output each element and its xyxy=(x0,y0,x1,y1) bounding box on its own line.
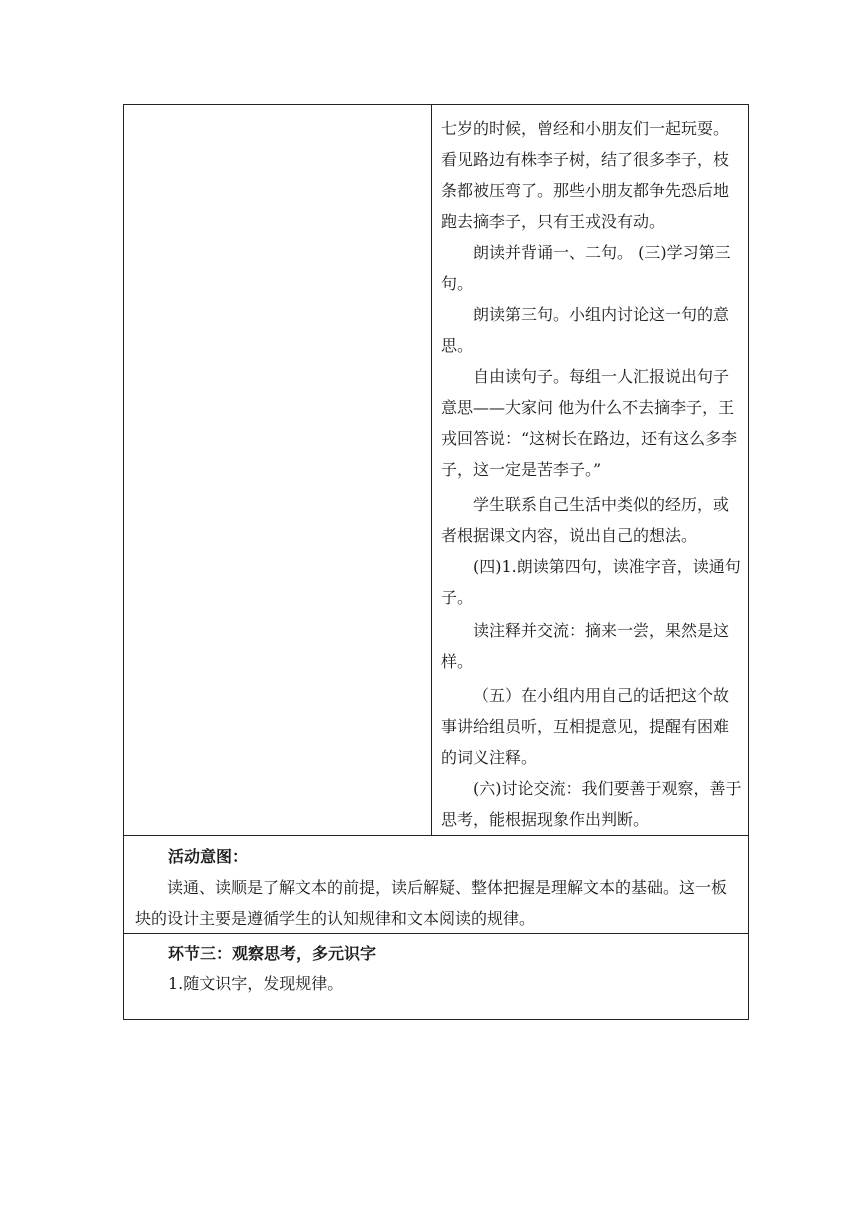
activity-intent-body: 读通、读顺是了解文本的前提，读后解疑、整体把握是理解文本的基础。这一板块的设计主要是遵循学生的认知规律和文本阅读的规律。 xyxy=(135,878,728,928)
paragraph-free-reading: 自由读句子。每组一人汇报说出句子意思——大家问 他为什么不去摘李子，王戎回答说：“这树长在路边，还有这么多李子，这一定是苦李子。” xyxy=(441,367,738,479)
paragraph-read-recite: 朗读并背诵一、二句。 (三)学习第三句。 xyxy=(441,243,731,293)
paragraph-third-sentence: 朗读第三句。小组内讨论这一句的意思。 xyxy=(441,305,730,355)
paragraph-story: 七岁的时候，曾经和小朋友们一起玩耍。看见路边有株李子树，结了很多李子，枝条都被压弯了。那些小朋友都争先恐后地跑去摘李子，只有王戎没有动。 xyxy=(441,119,730,231)
activity-intent-heading: 活动意图： xyxy=(168,847,249,866)
paragraph-fourth-sentence: (四)1.朗读第四句，读准字音，读通句子。 xyxy=(441,557,741,607)
paragraph-annotation: 读注释并交流：摘来一尝，果然是这样。 xyxy=(441,621,730,671)
paragraph-discussion: (六)讨论交流：我们要善于观察，善于思考，能根据现象作出判断。 xyxy=(441,779,742,829)
paragraph-group-story: （五）在小组内用自己的话把这个故事讲给组员听，互相提意见，提醒有困难的词义注释。 xyxy=(441,686,730,767)
step3-item-1: 1.随文识字，发现规律。 xyxy=(168,974,344,993)
step3-heading: 环节三：观察思考，多元识字 xyxy=(168,944,377,963)
table-cell-left xyxy=(123,104,432,836)
paragraph-experience: 学生联系自己生活中类似的经历，或者根据课文内容，说出自己的想法。 xyxy=(441,495,730,545)
